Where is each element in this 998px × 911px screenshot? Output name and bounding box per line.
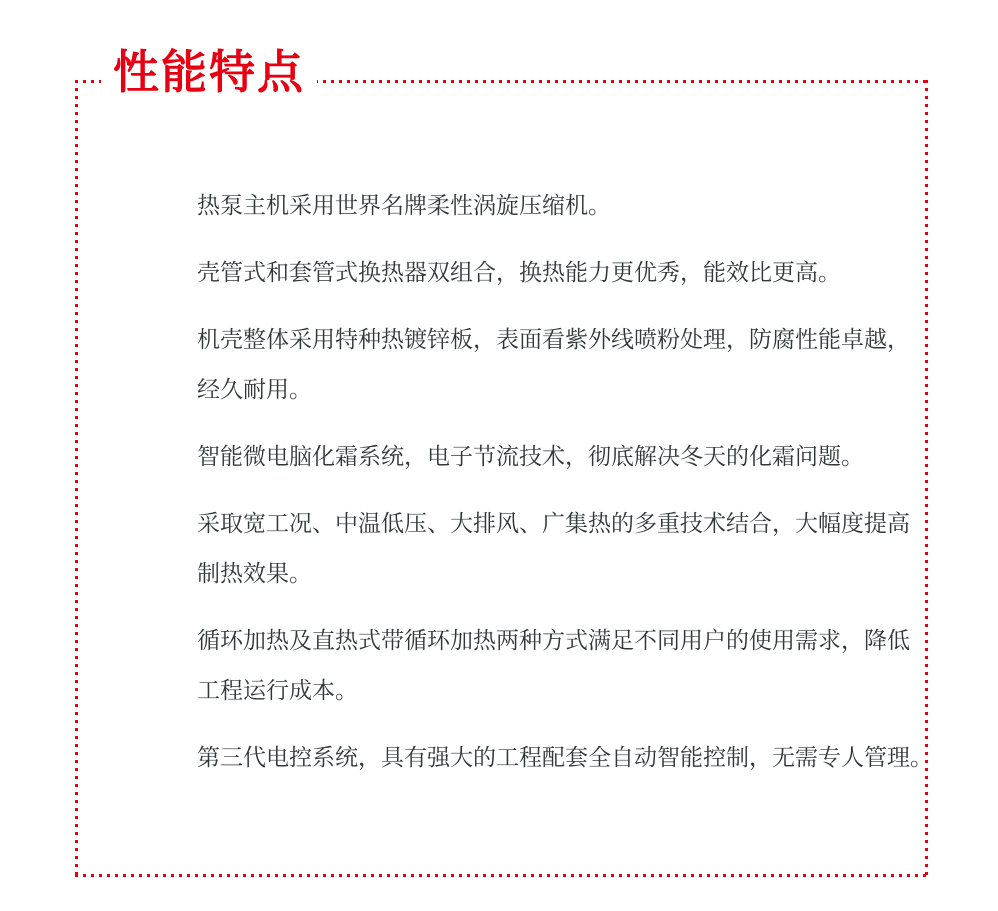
section-title: 性能特点	[101, 42, 317, 102]
feature-line: 循环加热及直热式带循环加热两种方式满足不同用户的使用需求，降低	[197, 627, 910, 653]
feature-item	[197, 615, 942, 715]
feature-line: 智能微电脑化霜系统，电子节流技术，彻底解决冬天的化霜问题。	[197, 443, 864, 469]
feature-item	[197, 431, 942, 481]
feature-panel	[75, 46, 933, 877]
feature-line: 采取宽工况、中温低压、大排风、广集热的多重技术结合，大幅度提高	[197, 510, 910, 536]
feature-line: 制热效果。	[197, 560, 312, 586]
feature-line: 热泵主机采用世界名牌柔性涡旋压缩机。	[197, 192, 611, 218]
feature-item	[197, 180, 942, 230]
feature-line: 工程运行成本。	[197, 677, 358, 703]
feature-item	[197, 247, 942, 297]
feature-line: 经久耐用。	[197, 376, 312, 402]
feature-item	[197, 732, 942, 782]
feature-line: 机壳整体采用特种热镀锌板，表面看紫外线喷粉处理，防腐性能卓越，	[197, 326, 910, 352]
feature-line: 壳管式和套管式换热器双组合，换热能力更优秀，能效比更高。	[197, 259, 841, 285]
feature-item	[197, 314, 942, 414]
feature-list	[197, 180, 942, 799]
feature-line: 第三代电控系统，具有强大的工程配套全自动智能控制，无需专人管理。	[197, 744, 933, 770]
feature-item	[197, 498, 942, 598]
